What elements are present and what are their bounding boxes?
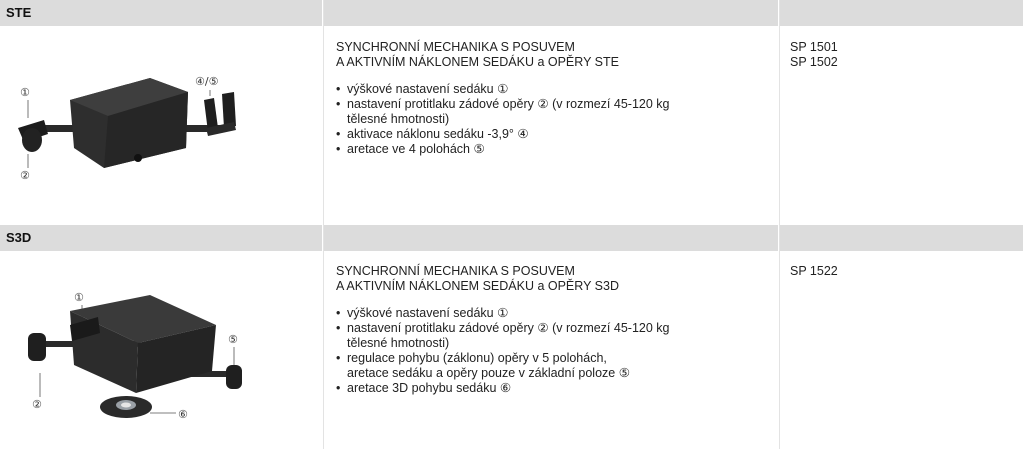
callout-1: ①: [20, 86, 30, 99]
section-header-desc-cell: [324, 225, 778, 251]
feature-item: • výškové nastavení sedáku ①: [336, 306, 669, 321]
section-header-s3d: [0, 225, 322, 251]
ste-mechanism-image: [0, 28, 322, 224]
ste-description: [336, 40, 669, 157]
product-title-line: SYNCHRONNÍ MECHANIKA S POSUVEM: [336, 264, 575, 278]
section-header-desc-cell: [324, 0, 778, 26]
product-code: SP 1502: [790, 55, 838, 69]
callout-6: ⑥: [178, 408, 188, 421]
product-title-line: SYNCHRONNÍ MECHANIKA S POSUVEM: [336, 40, 575, 54]
product-title-line: A AKTIVNÍM NÁKLONEM SEDÁKU a OPĚRY STE: [336, 55, 619, 69]
feature-item: • nastavení protitlaku zádové opěry ② (v rozmezí 45-120 kg tělesné hmotnosti): [336, 97, 669, 127]
s3d-description: [336, 264, 669, 396]
callout-4-5: ④/⑤: [195, 75, 219, 88]
product-code: SP 1501: [790, 40, 838, 54]
ste-product-codes: [790, 40, 838, 70]
s3d-product-codes: [790, 264, 838, 279]
callout-5: ⑤: [228, 333, 238, 346]
feature-item: • aretace 3D pohybu sedáku ⑥: [336, 381, 669, 396]
callout-2: ②: [32, 398, 42, 411]
callout-2: ②: [20, 169, 30, 182]
feature-item: • regulace pohybu (záklonu) opěry v 5 polohách, aretace sedáku a opěry pouze v základní poloze ⑤: [336, 351, 669, 381]
feature-list: [336, 306, 669, 396]
feature-item: • nastavení protitlaku zádové opěry ② (v rozmezí 45-120 kg tělesné hmotnosti): [336, 321, 669, 351]
section-label: STE: [6, 5, 32, 20]
section-header-ste: [0, 0, 322, 26]
product-title-line: A AKTIVNÍM NÁKLONEM SEDÁKU a OPĚRY S3D: [336, 279, 619, 293]
section-header-code-cell: [780, 0, 1023, 26]
feature-list: [336, 82, 669, 157]
feature-item: • aretace ve 4 polohách ⑤: [336, 142, 669, 157]
product-code: SP 1522: [790, 264, 838, 278]
feature-item: • výškové nastavení sedáku ①: [336, 82, 669, 97]
feature-item: • aktivace náklonu sedáku -3,9° ④: [336, 127, 669, 142]
section-header-code-cell: [780, 225, 1023, 251]
section-label: S3D: [6, 230, 32, 245]
s3d-mechanism-image: [0, 253, 322, 449]
callout-1: ①: [74, 291, 84, 304]
